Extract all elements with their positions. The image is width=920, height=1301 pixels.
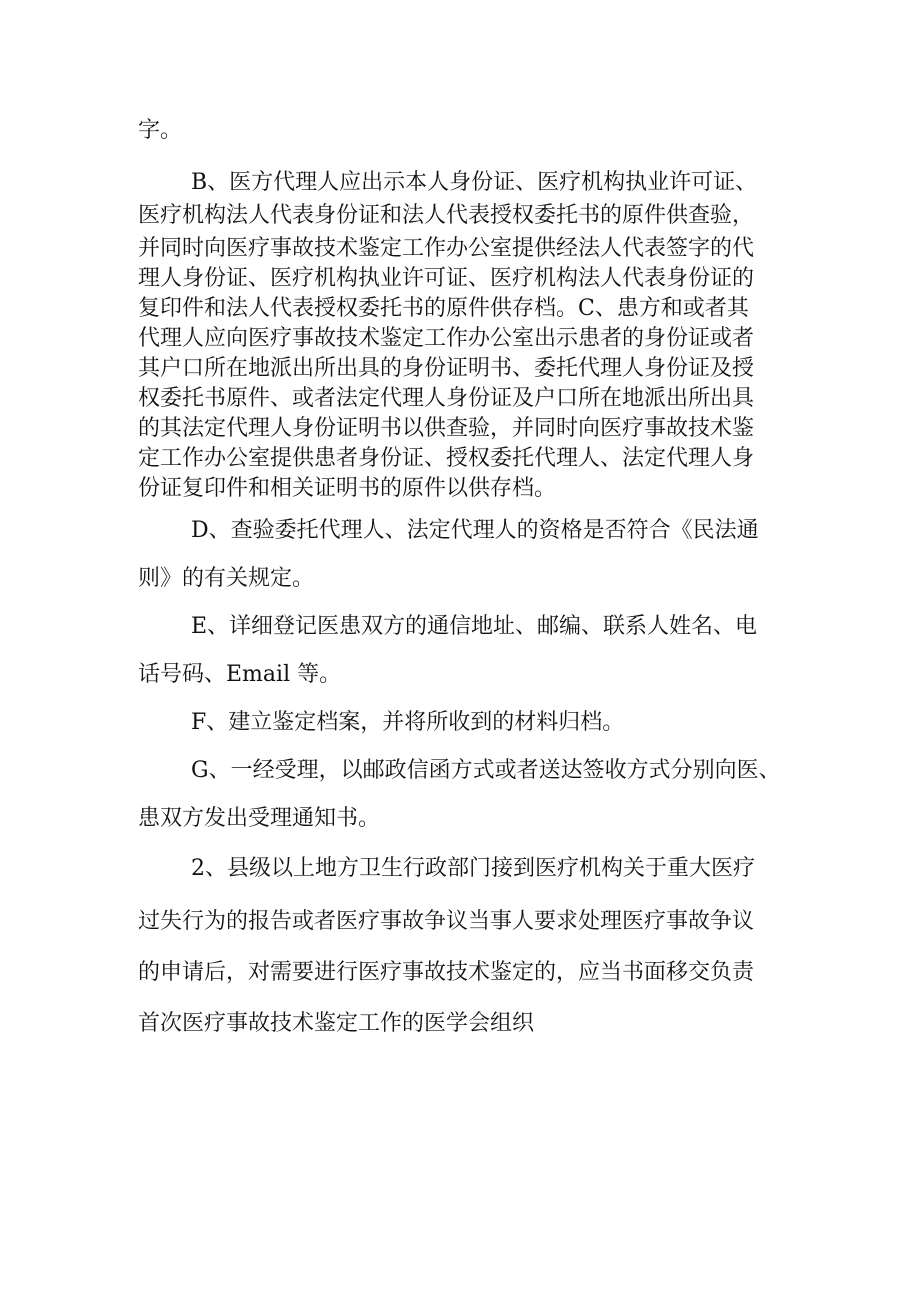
text-line: 2、县级以上地方卫生行政部门接到医疗机构关于重大医疗 <box>191 856 755 881</box>
text-line: 首次医疗事故技术鉴定工作的医学会组织 <box>138 1011 535 1036</box>
text-line: 定工作办公室提供患者身份证、授权委托代理人、法定代理人身 <box>138 446 755 471</box>
text-line: 份证复印件和相关证明书的原件以供存档。 <box>138 476 557 501</box>
text-line: 理人身份证、医疗机构执业许可证、医疗机构法人代表身份证的 <box>138 266 755 291</box>
text-line: 代理人应向医疗事故技术鉴定工作办公室出示患者的身份证或者 <box>138 326 755 351</box>
text-line: E、详细登记医患双方的通信地址、邮编、联系人姓名、电 <box>191 614 758 639</box>
text-line: 字。 <box>138 118 183 143</box>
text-line: 权委托书原件、或者法定代理人身份证及户口所在地派出所出具 <box>138 386 755 411</box>
text-line: 话号码、Email 等。 <box>138 662 342 687</box>
text-line: 复印件和法人代表授权委托书的原件供存档。C、患方和或者其 <box>138 296 749 321</box>
text-line: D、查验委托代理人、法定代理人的资格是否符合《民法通 <box>191 518 759 543</box>
text-line: 过失行为的报告或者医疗事故争议当事人要求处理医疗事故争议 <box>138 909 755 934</box>
text-line: 的申请后，对需要进行医疗事故技术鉴定的，应当书面移交负责 <box>138 960 755 985</box>
text-line: 的其法定代理人身份证明书以供查验，并同时向医疗事故技术鉴 <box>138 416 755 441</box>
text-line: B、医方代理人应出示本人身份证、医疗机构执业许可证、 <box>191 170 758 195</box>
text-line: 其户口所在地派出所出具的身份证明书、委托代理人身份证及授 <box>138 356 755 381</box>
text-line: 医疗机构法人代表身份证和法人代表授权委托书的原件供查验， <box>138 203 755 228</box>
text-line: 患双方发出受理通知书。 <box>138 806 381 831</box>
text-line: G、一经受理，以邮政信函方式或者送达签收方式分别向医、 <box>191 758 781 783</box>
text-line: F、建立鉴定档案，并将所收到的材料归档。 <box>191 710 625 735</box>
text-line: 并同时向医疗事故技术鉴定工作办公室提供经法人代表签字的代 <box>138 236 755 261</box>
text-line: 则》的有关规定。 <box>138 566 315 591</box>
